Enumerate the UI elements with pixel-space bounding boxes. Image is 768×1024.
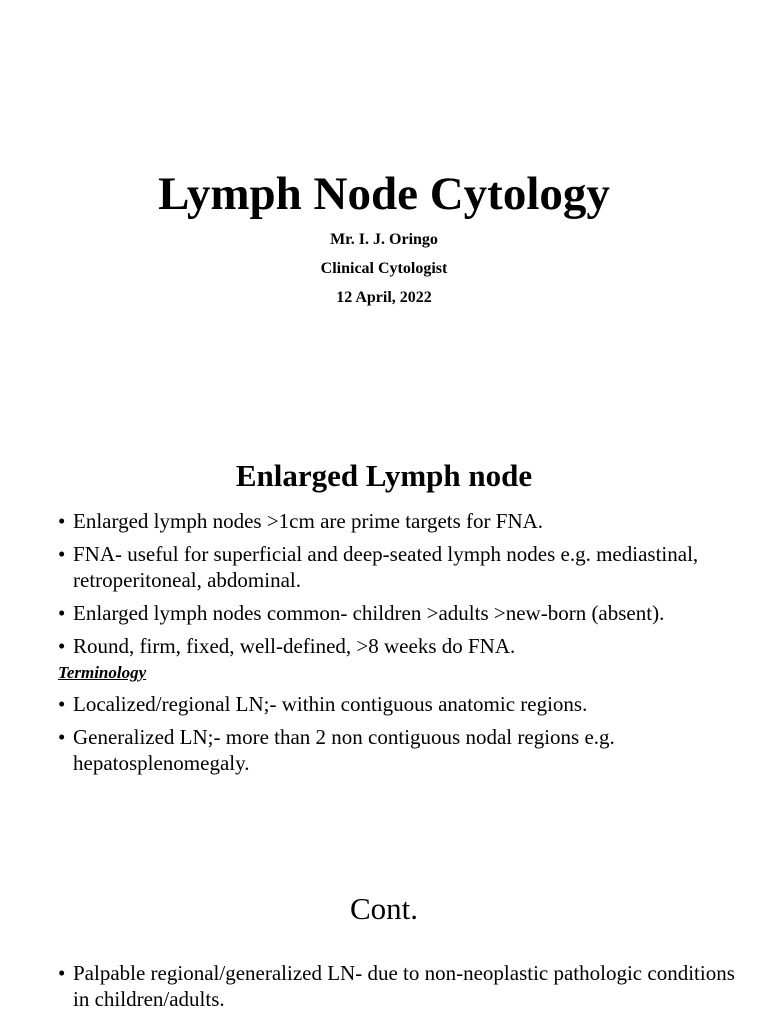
- continuation-slide: [0, 850, 768, 1024]
- list-item: [58, 541, 738, 593]
- bullet-icon: •: [58, 725, 66, 749]
- bullet-icon: •: [58, 634, 66, 658]
- terminology-label: Terminology: [58, 663, 147, 682]
- bullet-icon: •: [58, 692, 66, 716]
- list-item: [58, 691, 738, 717]
- list-item: [58, 724, 738, 776]
- author-name: Mr. I. J. Oringo: [330, 231, 438, 248]
- list-item: [58, 508, 738, 534]
- enlarged-lymph-node-slide: [0, 420, 768, 850]
- bullet-text: Enlarged lymph nodes common- children >adults >new-born (absent).: [73, 601, 665, 625]
- bullet-text: Localized/regional LN;- within contiguous anatomic regions.: [73, 692, 588, 716]
- slide-heading: Enlarged Lymph node: [235, 458, 533, 493]
- bullet-text: Enlarged lymph nodes >1cm are prime targets for FNA.: [73, 509, 544, 533]
- list-item: [58, 633, 738, 659]
- list-item: [58, 960, 738, 1012]
- bullet-list: [58, 508, 738, 776]
- bullet-icon: •: [58, 601, 66, 625]
- title-slide: [0, 0, 768, 420]
- bullet-icon: •: [58, 509, 66, 533]
- bullet-list: [58, 960, 738, 1012]
- bullet-text: Generalized LN;- more than 2 non contiguous nodal regions e.g. hepatosplenomegaly.: [73, 725, 615, 775]
- bullet-text: Round, firm, fixed, well-defined, >8 weeks do FNA.: [73, 634, 516, 658]
- presentation-title: Lymph Node Cytology: [158, 168, 610, 220]
- author-role: Clinical Cytologist: [320, 260, 448, 277]
- bullet-icon: •: [58, 542, 66, 566]
- bullet-text: FNA- useful for superficial and deep-seated lymph nodes e.g. mediastinal, retroperitoneal, abdominal.: [73, 542, 699, 592]
- bullet-text: Palpable regional/generalized LN- due to non-neoplastic pathologic conditions in children/adults.: [73, 961, 735, 1011]
- presentation-date: 12 April, 2022: [336, 289, 432, 306]
- list-item: [58, 600, 738, 626]
- slide-heading: Cont.: [349, 891, 419, 926]
- bullet-icon: •: [58, 961, 66, 985]
